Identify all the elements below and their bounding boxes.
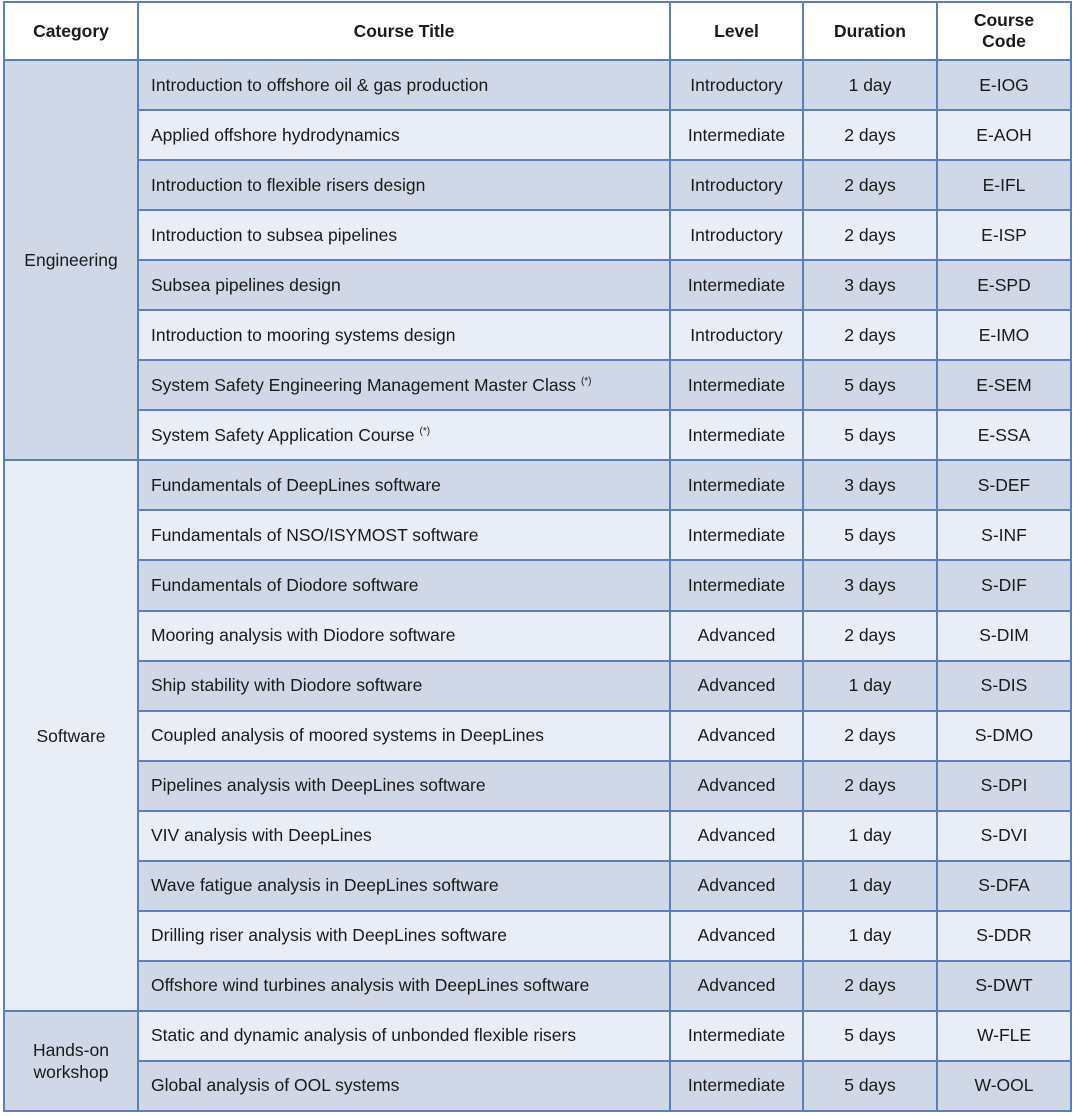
course-code: E-ISP <box>937 210 1071 260</box>
course-code: E-IOG <box>937 60 1071 110</box>
course-duration: 1 day <box>803 661 937 711</box>
course-level: Intermediate <box>670 560 803 610</box>
table-row <box>4 110 1071 160</box>
course-level: Advanced <box>670 661 803 711</box>
course-level: Intermediate <box>670 110 803 160</box>
course-title-cell <box>138 360 670 410</box>
table-row <box>4 611 1071 661</box>
course-duration: 1 day <box>803 60 937 110</box>
table-row <box>4 210 1071 260</box>
table-row <box>4 661 1071 711</box>
course-duration: 5 days <box>803 410 937 460</box>
course-level: Introductory <box>670 160 803 210</box>
header-course-title: Course Title <box>138 2 670 60</box>
course-code: S-DVI <box>937 811 1071 861</box>
course-duration: 2 days <box>803 611 937 661</box>
course-code: S-DMO <box>937 711 1071 761</box>
course-level: Intermediate <box>670 360 803 410</box>
category-engineering: Engineering <box>4 60 138 460</box>
course-title: Introduction to offshore oil & gas production <box>138 60 670 110</box>
course-duration: 2 days <box>803 711 937 761</box>
course-level: Advanced <box>670 761 803 811</box>
course-title: System Safety Engineering Management Master Class <box>151 374 577 395</box>
course-level: Intermediate <box>670 260 803 310</box>
course-duration: 5 days <box>803 360 937 410</box>
header-row <box>4 2 1071 60</box>
course-title: Subsea pipelines design <box>138 260 670 310</box>
course-level: Intermediate <box>670 460 803 510</box>
table-row <box>4 310 1071 360</box>
table-row <box>4 410 1071 460</box>
header-level: Level <box>670 2 803 60</box>
course-duration: 2 days <box>803 210 937 260</box>
table-row <box>4 560 1071 610</box>
table-row <box>4 761 1071 811</box>
table-row <box>4 510 1071 560</box>
course-code: E-SEM <box>937 360 1071 410</box>
table-row <box>4 811 1071 861</box>
course-duration: 1 day <box>803 911 937 961</box>
course-title-cell <box>138 410 670 460</box>
header-category: Category <box>4 2 138 60</box>
course-code: S-DDR <box>937 911 1071 961</box>
course-level: Advanced <box>670 611 803 661</box>
course-duration: 3 days <box>803 260 937 310</box>
table-row <box>4 460 1071 510</box>
course-level: Advanced <box>670 911 803 961</box>
course-duration: 1 day <box>803 811 937 861</box>
course-duration: 3 days <box>803 560 937 610</box>
course-code: E-SPD <box>937 260 1071 310</box>
course-code: S-DWT <box>937 961 1071 1011</box>
table-row <box>4 861 1071 911</box>
course-level: Advanced <box>670 961 803 1011</box>
course-title: Wave fatigue analysis in DeepLines software <box>138 861 670 911</box>
course-level: Intermediate <box>670 1011 803 1061</box>
table-row <box>4 911 1071 961</box>
course-level: Advanced <box>670 811 803 861</box>
course-code: W-FLE <box>937 1011 1071 1061</box>
course-duration: 2 days <box>803 310 937 360</box>
course-title: Introduction to subsea pipelines <box>138 210 670 260</box>
footnote-mark: (*) <box>419 426 431 438</box>
course-title: Fundamentals of NSO/ISYMOST software <box>138 510 670 560</box>
table-row <box>4 360 1071 410</box>
course-code: S-DFA <box>937 861 1071 911</box>
course-title: Ship stability with Diodore software <box>138 661 670 711</box>
table-row <box>4 711 1071 761</box>
course-code: E-IMO <box>937 310 1071 360</box>
course-level: Intermediate <box>670 510 803 560</box>
table-row <box>4 1061 1071 1111</box>
course-level: Intermediate <box>670 1061 803 1111</box>
course-level: Introductory <box>670 210 803 260</box>
header-course-code <box>937 2 1071 60</box>
course-title: Applied offshore hydrodynamics <box>138 110 670 160</box>
course-code: S-DIS <box>937 661 1071 711</box>
course-duration: 2 days <box>803 961 937 1011</box>
course-title: Fundamentals of Diodore software <box>138 560 670 610</box>
course-code: E-IFL <box>937 160 1071 210</box>
course-code: E-AOH <box>937 110 1071 160</box>
course-code: S-DIF <box>937 560 1071 610</box>
course-code: S-DEF <box>937 460 1071 510</box>
course-level: Introductory <box>670 310 803 360</box>
course-title: Pipelines analysis with DeepLines software <box>138 761 670 811</box>
course-code: E-SSA <box>937 410 1071 460</box>
course-level: Advanced <box>670 711 803 761</box>
course-duration: 5 days <box>803 510 937 560</box>
course-level: Advanced <box>670 861 803 911</box>
table-row <box>4 260 1071 310</box>
course-level: Introductory <box>670 60 803 110</box>
course-duration: 3 days <box>803 460 937 510</box>
course-title: Coupled analysis of moored systems in DeepLines <box>138 711 670 761</box>
category-hands-on-workshop <box>4 1011 138 1111</box>
course-title: VIV analysis with DeepLines <box>138 811 670 861</box>
table-row <box>4 1011 1071 1061</box>
category-hands-on-workshop-text: Hands-on workshop <box>33 1039 109 1082</box>
footnote-mark: (*) <box>580 375 592 387</box>
course-duration: 5 days <box>803 1061 937 1111</box>
course-title: Introduction to mooring systems design <box>138 310 670 360</box>
table-row <box>4 160 1071 210</box>
course-title: Global analysis of OOL systems <box>138 1061 670 1111</box>
course-code: S-INF <box>937 510 1071 560</box>
course-level: Intermediate <box>670 410 803 460</box>
course-title: Introduction to flexible risers design <box>138 160 670 210</box>
course-duration: 1 day <box>803 861 937 911</box>
course-code: S-DPI <box>937 761 1071 811</box>
table-row <box>4 961 1071 1011</box>
course-title: Fundamentals of DeepLines software <box>138 460 670 510</box>
table-row <box>4 60 1071 110</box>
course-title: System Safety Application Course <box>151 424 415 445</box>
header-duration: Duration <box>803 2 937 60</box>
category-software: Software <box>4 460 138 1011</box>
course-duration: 5 days <box>803 1011 937 1061</box>
course-title: Drilling riser analysis with DeepLines software <box>138 911 670 961</box>
course-duration: 2 days <box>803 160 937 210</box>
course-code: W-OOL <box>937 1061 1071 1111</box>
course-duration: 2 days <box>803 110 937 160</box>
course-title: Static and dynamic analysis of unbonded flexible risers <box>138 1011 670 1061</box>
course-code: S-DIM <box>937 611 1071 661</box>
course-table <box>3 1 1072 1112</box>
course-title: Offshore wind turbines analysis with DeepLines software <box>138 961 670 1011</box>
course-title: Mooring analysis with Diodore software <box>138 611 670 661</box>
header-course-code-text: Course Code <box>973 10 1035 51</box>
course-duration: 2 days <box>803 761 937 811</box>
